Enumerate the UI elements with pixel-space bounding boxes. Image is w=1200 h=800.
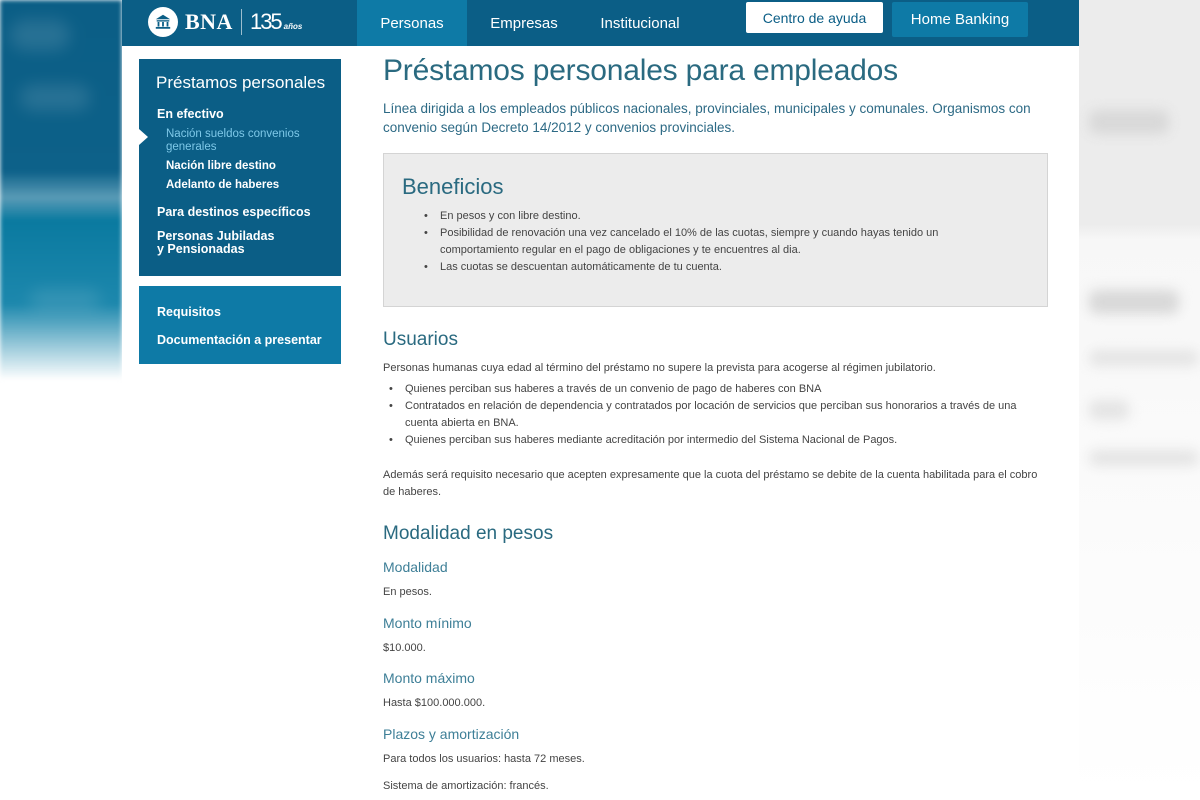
benefits-list xyxy=(402,208,1029,276)
main-nav xyxy=(357,0,699,46)
users-intro: Personas humanas cuya edad al término del préstamo no supere la prevista para acogerse al régimen jubilatorio. xyxy=(383,362,936,374)
sidebar-item-requisitos[interactable]: Requisitos xyxy=(157,305,221,319)
field-label-monto-minimo: Monto mínimo xyxy=(383,615,472,631)
logo-anniversary-suffix: años xyxy=(283,21,303,31)
field-label-plazos: Plazos y amortización xyxy=(383,726,520,742)
sidebar-item-destinos-especificos[interactable]: Para destinos específicos xyxy=(157,205,311,219)
users-list xyxy=(383,381,1048,449)
users-item: • Quienes perciban sus haberes mediante acreditación por intermedio del Sistema Nacional de Pagos. xyxy=(405,432,1048,449)
current-item-indicator-arrow xyxy=(139,129,148,145)
users-note: Además será requisito necesario que acepten expresamente que la cuota del préstamo se debite de la cuenta habilitada para el cobro de haberes. xyxy=(383,469,1038,498)
sidebar-subitem-adelanto-haberes[interactable]: Adelanto de haberes xyxy=(166,179,280,191)
nav-tab-institucional[interactable]: Institucional xyxy=(600,14,680,32)
blurred-background-right xyxy=(1079,0,1200,800)
users-item: • Contratados en relación de dependencia y contratados por locación de servicios que perciban sus honorarios a través de una cuenta abierta en BNA. xyxy=(405,398,1045,432)
sidebar-subitem-nacion-libre-destino[interactable]: Nación libre destino xyxy=(166,160,276,172)
field-label-monto-maximo: Monto máximo xyxy=(383,670,475,686)
benefit-item: • Posibilidad de renovación una vez cancelado el 10% de las cuotas, siempre y cuando hayas tenido un comportamiento regular en el pago de obligaciones y te encuentres al dia. xyxy=(440,225,1000,259)
benefit-item: • En pesos y con libre destino. xyxy=(440,208,1029,225)
field-value-monto-minimo: $10.000. xyxy=(383,642,426,654)
benefits-box xyxy=(383,153,1048,307)
home-banking-button[interactable]: Home Banking xyxy=(892,2,1028,37)
help-center-button[interactable]: Centro de ayuda xyxy=(746,2,883,33)
nav-tab-personas[interactable]: Personas xyxy=(357,0,467,46)
sidebar-item-en-efectivo[interactable]: En efectivo xyxy=(157,107,224,121)
field-label-modalidad: Modalidad xyxy=(383,559,448,575)
field-value-plazos: Para todos los usuarios: hasta 72 meses. xyxy=(383,753,585,765)
sidebar-subitem-nacion-sueldos[interactable]: Nación sueldos convenios generales xyxy=(166,128,300,153)
site-header xyxy=(122,0,1079,46)
sidebar-loans-menu xyxy=(139,59,341,276)
users-item: • Quienes perciban sus haberes a través de un convenio de pago de haberes con BNA xyxy=(405,381,1048,398)
blurred-background-left xyxy=(0,0,122,380)
sidebar-secondary-menu xyxy=(139,286,341,364)
field-value-amortizacion: Sistema de amortización: francés. xyxy=(383,780,549,792)
field-value-modalidad: En pesos. xyxy=(383,586,432,598)
logo-anniversary-number: 135 xyxy=(249,9,281,34)
field-value-monto-maximo: Hasta $100.000.000. xyxy=(383,697,486,709)
modalidad-title: Modalidad en pesos xyxy=(383,523,554,544)
bank-building-icon xyxy=(148,7,178,37)
benefit-item: • Las cuotas se descuentan automáticamente de tu cuenta. xyxy=(440,259,1029,276)
bna-logo[interactable] xyxy=(148,6,302,38)
sidebar-item-jubilados-pensionados[interactable]: Personas Jubiladas y Pensionadas xyxy=(157,229,275,256)
logo-brand-text: BNA xyxy=(185,9,233,34)
users-title: Usuarios xyxy=(383,329,458,350)
page-title: Préstamos personales para empleados xyxy=(383,54,898,87)
nav-tab-empresas[interactable]: Empresas xyxy=(490,14,558,32)
logo-divider xyxy=(241,9,242,35)
page-content xyxy=(122,46,1079,800)
sidebar-title: Préstamos personales xyxy=(156,73,326,92)
page-intro: Línea dirigida a los empleados públicos nacionales, provinciales, municipales y comunales. Organismos con convenio según Decreto 14/2012 y convenios provinciales. xyxy=(383,101,1031,135)
sidebar-item-documentacion[interactable]: Documentación a presentar xyxy=(157,333,322,347)
benefits-title: Beneficios xyxy=(402,174,504,199)
